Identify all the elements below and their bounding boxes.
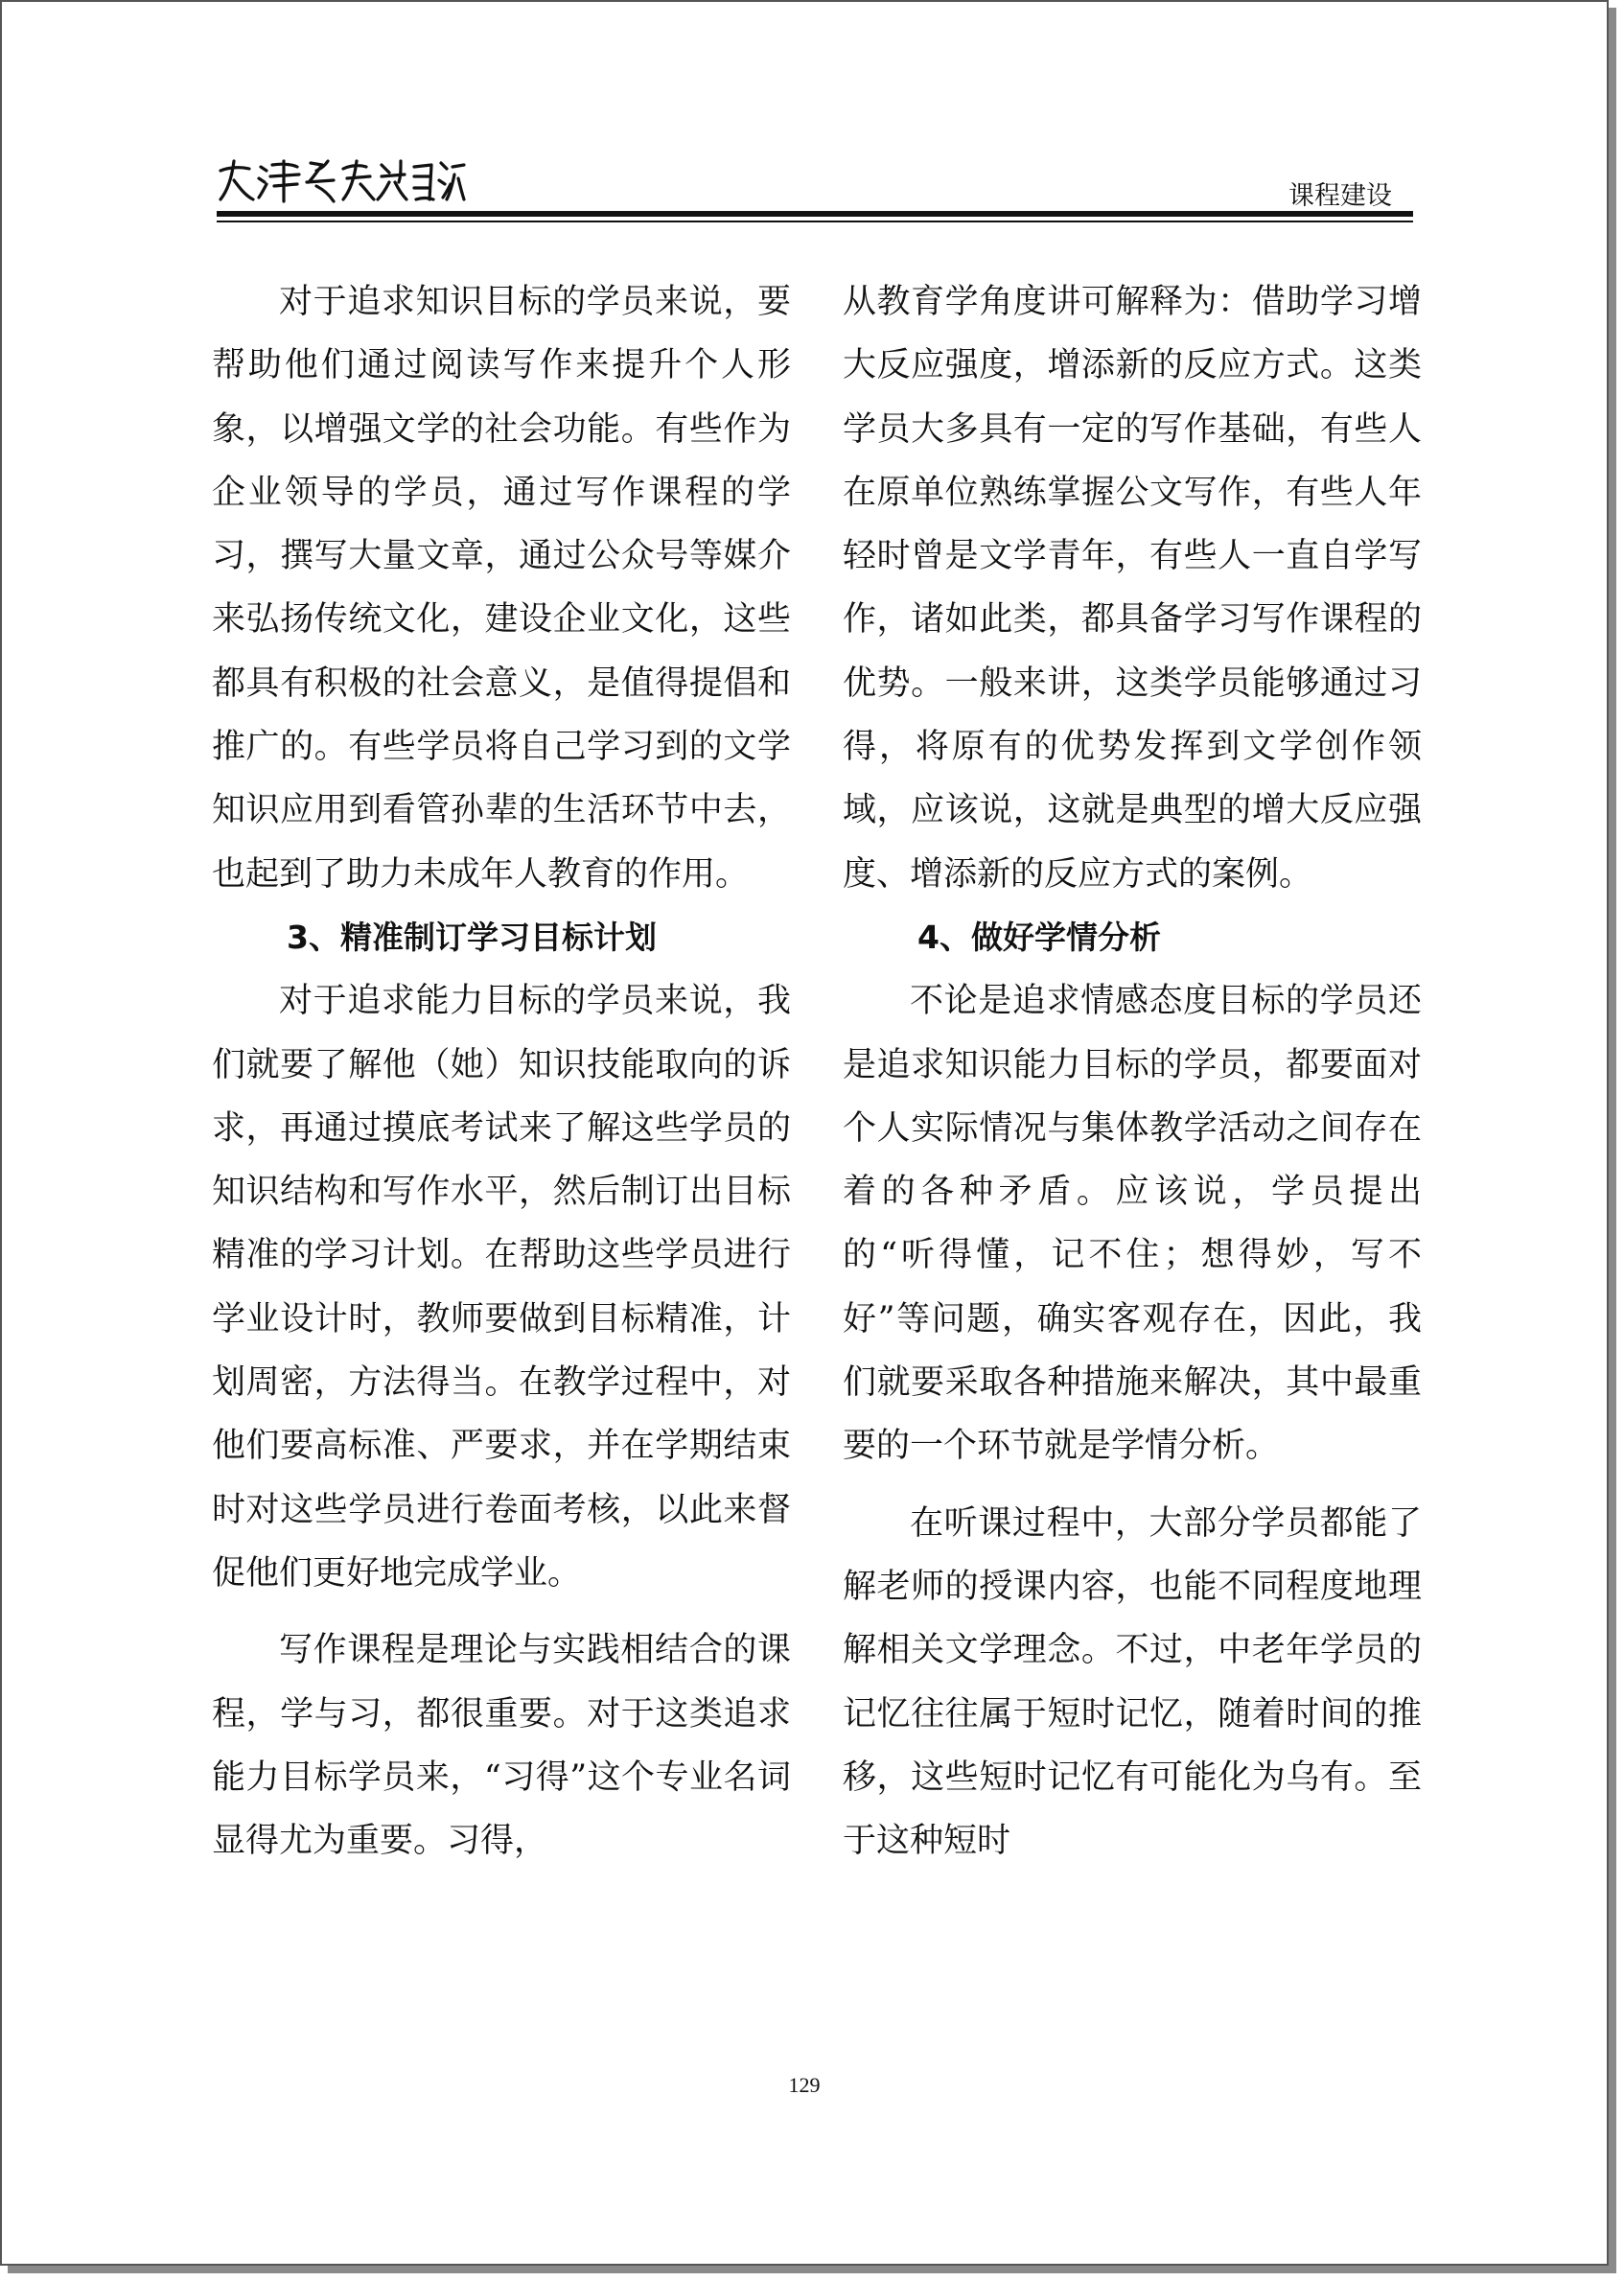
- paragraph-acquisition: 从教育学角度讲可解释为：借助学习增大反应强度，增添新的反应方式。这类学员大多具有一定的写作基础，有些人在原单位熟练掌握公文写作，有些人年轻时曾是文学青年，有些人一直自学写作，诸如此类，都具备学习写作课程的优势。一般来讲，这类学员能够通过习得，将原有的优势发挥到文学创作领域，应该说，这就是典型的增大反应强度、增添新的反应方式的案例。: [843, 283, 1422, 894]
- page-number: 129: [788, 2073, 821, 2097]
- left-column: [212, 270, 791, 1873]
- paragraph-ability-goal: 对于追求能力目标的学员来说，我们就要了解他（她）知识技能取向的诉求，再通过摸底考试来了解这些学员的知识结构和写作水平，然后制订出目标精准的学习计划。在帮助这些学员进行学业设计时，教师要做到目标精准，计划周密，方法得当。在教学过程中，对他们要高标准、严要求，并在学期结束时对这些学员进行卷面考核，以此来督促他们更好地完成学业。: [212, 982, 791, 1593]
- paragraph-knowledge-goal: 对于追求知识目标的学员来说，要帮助他们通过阅读写作来提升个人形象，以增强文学的社会功能。有些作为企业领导的学员，通过写作课程的学习，撰写大量文章，通过公众号等媒介来弘扬传统文化，建设企业文化，这些都具有积极的社会意义，是值得提倡和推广的。有些学员将自己学习到的文学知识应用到看管孙辈的生活环节中去，也起到了助力未成年人教育的作用。: [212, 283, 791, 894]
- header-rule-thin: [217, 221, 1413, 222]
- paragraph-learning-analysis: 不论是追求情感态度目标的学员还是追求知识能力目标的学员，都要面对个人实际情况与集体教学活动之间存在着的各种矛盾。应该说，学员提出的“听得懂，记不住；想得妙，写不好”等问题，确实客观存在，因此，我们就要采取各种措施来解决，其中最重要的一个环节就是学情分析。: [843, 982, 1422, 1466]
- right-column: [843, 270, 1422, 1873]
- section-title: 课程建设: [1288, 181, 1392, 211]
- journal-logo: [217, 153, 466, 211]
- heading-3: 3、精准制订学习目标计划: [287, 918, 657, 956]
- heading-4: 4、做好学情分析: [917, 918, 1161, 956]
- paragraph-writing-course: 写作课程是理论与实践相结合的课程，学与习，都很重要。对于这类追求能力目标学员来，“习得”这个专业名词显得尤为重要。习得，: [212, 1631, 791, 1861]
- header-rule-thick: [217, 211, 1413, 217]
- paragraph-memory: 在听课过程中，大部分学员都能了解老师的授课内容，也能不同程度地理解相关文学理念。不过，中老年学员的记忆往往属于短时记忆，随着时间的推移，这些短时记忆有可能化为乌有。至于这种短时: [843, 1503, 1422, 1861]
